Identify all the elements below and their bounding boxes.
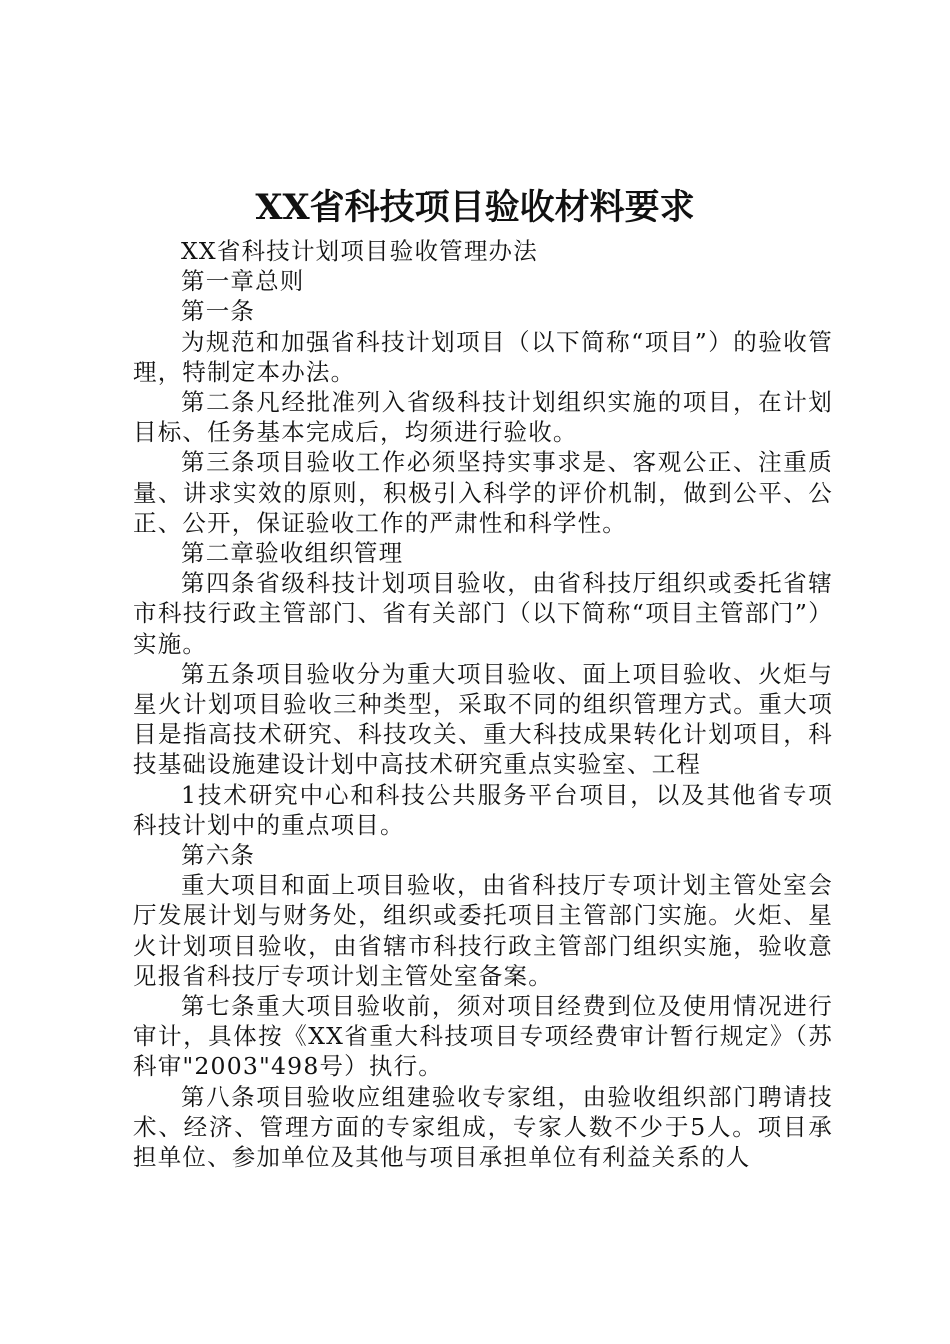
paragraph: 第七条重大项目验收前，须对项目经费到位及使用情况进行审计，具体按《XX省重大科技项目专项经费审计暂行规定》（苏科审"2003"498号）执行。 (133, 992, 833, 1081)
paragraph: 第一条 (181, 297, 256, 326)
paragraph: 第二章验收组织管理 (181, 539, 404, 568)
paragraph: 重大项目和面上项目验收，由省科技厅专项计划主管处室会厅发展计划与财务处，组织或委托项目主管部门实施。火炬、星火计划项目验收，由省辖市科技行政主管部门组织实施，验收意见报省科技厅专项计划主管处室备案。 (133, 871, 833, 990)
document-body (133, 236, 833, 1172)
paragraph: 第八条项目验收应组建验收专家组，由验收组织部门聘请技术、经济、管理方面的专家组成，专家人数不少于5人。项目承担单位、参加单位及其他与项目承担单位有利益关系的人 (133, 1082, 833, 1172)
paragraph: 1技术研究中心和科技公共服务平台项目，以及其他省专项科技计划中的重点项目。 (133, 780, 833, 839)
document-title: XX省科技项目验收材料要求 (255, 187, 695, 228)
paragraph: 第三条项目验收工作必须坚持实事求是、客观公正、注重质量、讲求实效的原则，积极引入科学的评价机制，做到公平、公正、公开，保证验收工作的严肃性和科学性。 (133, 448, 833, 537)
paragraph: 第一章总则 (181, 267, 305, 296)
paragraph: 第六条 (181, 841, 256, 870)
paragraph: 为规范和加强省科技计划项目（以下简称“项目”）的验收管理，特制定本办法。 (133, 327, 833, 386)
paragraph: XX省科技计划项目验收管理办法 (181, 237, 538, 265)
paragraph: 第五条项目验收分为重大项目验收、面上项目验收、火炬与星火计划项目验收三种类型，采取不同的组织管理方式。重大项目是指高技术研究、科技攻关、重大科技成果转化计划项目，科技基础设施建设计划中高技术研究重点实验室、工程 (133, 659, 833, 779)
paragraph: 第二条凡经批准列入省级科技计划组织实施的项目，在计划目标、任务基本完成后，均须进行验收。 (133, 388, 833, 447)
paragraph: 第四条省级科技计划项目验收，由省科技厅组织或委托省辖市科技行政主管部门、省有关部门（以下简称“项目主管部门”）实施。 (133, 569, 833, 658)
